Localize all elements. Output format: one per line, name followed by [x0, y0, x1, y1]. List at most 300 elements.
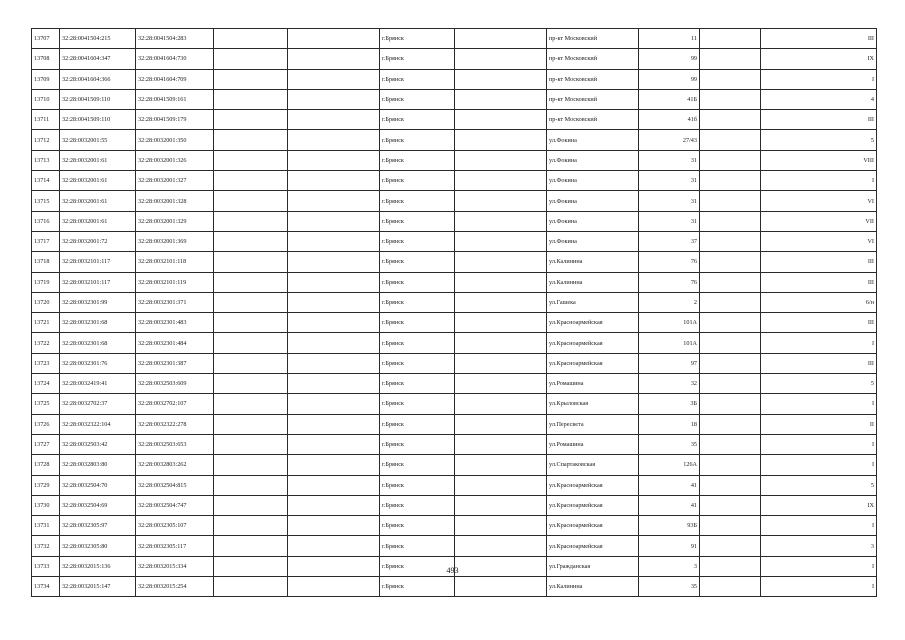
empty-cell: [214, 252, 288, 272]
city-cell: г.Брянск: [380, 292, 455, 312]
record-number-cell: 13713: [32, 150, 60, 170]
empty-cell: [214, 231, 288, 251]
record-number-cell: 13718: [32, 252, 60, 272]
record-number-cell: 13717: [32, 231, 60, 251]
premises-number-cell: 5: [761, 130, 877, 150]
city-cell: г.Брянск: [380, 434, 455, 454]
empty-cell: [455, 150, 547, 170]
land-cadastral-number-cell: 32:28:0032001:61: [60, 211, 136, 231]
empty-cell: [288, 150, 380, 170]
house-number-cell: 35: [639, 434, 700, 454]
empty-cell: [214, 69, 288, 89]
city-cell: г.Брянск: [380, 69, 455, 89]
table-row: [32, 49, 877, 69]
empty-cell: [288, 313, 380, 333]
object-cadastral-number-cell: 32:28:0032001:369: [136, 231, 214, 251]
empty-cell: [455, 292, 547, 312]
street-cell: ул.Фокина: [547, 150, 639, 170]
empty-cell: [700, 191, 761, 211]
empty-cell: [214, 455, 288, 475]
city-cell: г.Брянск: [380, 272, 455, 292]
empty-cell: [700, 29, 761, 49]
empty-cell: [288, 394, 380, 414]
empty-cell: [214, 313, 288, 333]
house-number-cell: 31: [639, 191, 700, 211]
house-number-cell: 11: [639, 29, 700, 49]
empty-cell: [214, 536, 288, 556]
empty-cell: [288, 89, 380, 109]
premises-number-cell: I: [761, 69, 877, 89]
record-number-cell: 13716: [32, 211, 60, 231]
street-cell: пр-кт Московский: [547, 89, 639, 109]
premises-number-cell: I: [761, 556, 877, 576]
empty-cell: [288, 49, 380, 69]
object-cadastral-number-cell: 32:28:0032702:107: [136, 394, 214, 414]
premises-number-cell: II: [761, 414, 877, 434]
house-number-cell: 99: [639, 49, 700, 69]
record-number-cell: 13710: [32, 89, 60, 109]
empty-cell: [214, 434, 288, 454]
record-number-cell: 13732: [32, 536, 60, 556]
empty-cell: [455, 353, 547, 373]
object-cadastral-number-cell: 32:28:0032504:747: [136, 495, 214, 515]
object-cadastral-number-cell: 32:28:0032301:387: [136, 353, 214, 373]
object-cadastral-number-cell: 32:28:0032301:484: [136, 333, 214, 353]
table-row: [32, 89, 877, 109]
empty-cell: [455, 191, 547, 211]
empty-cell: [700, 516, 761, 536]
table-row: [32, 130, 877, 150]
empty-cell: [288, 495, 380, 515]
empty-cell: [214, 130, 288, 150]
empty-cell: [214, 475, 288, 495]
table-row: [32, 394, 877, 414]
premises-number-cell: 5: [761, 475, 877, 495]
land-cadastral-number-cell: 32:28:0032504:69: [60, 495, 136, 515]
object-cadastral-number-cell: 32:28:0032001:327: [136, 171, 214, 191]
street-cell: ул.Красноармейская: [547, 475, 639, 495]
land-cadastral-number-cell: 32:28:0032301:76: [60, 353, 136, 373]
land-cadastral-number-cell: 32:28:0032301:68: [60, 333, 136, 353]
house-number-cell: 91: [639, 536, 700, 556]
house-number-cell: 31: [639, 211, 700, 231]
premises-number-cell: I: [761, 577, 877, 597]
land-cadastral-number-cell: 32:28:0032305:97: [60, 516, 136, 536]
object-cadastral-number-cell: 32:28:0041509:179: [136, 110, 214, 130]
record-number-cell: 13734: [32, 577, 60, 597]
object-cadastral-number-cell: 32:28:0032001:350: [136, 130, 214, 150]
land-cadastral-number-cell: 32:28:0032305:80: [60, 536, 136, 556]
empty-cell: [214, 49, 288, 69]
street-cell: ул.Красноармейская: [547, 495, 639, 515]
empty-cell: [700, 313, 761, 333]
empty-cell: [288, 516, 380, 536]
empty-cell: [214, 577, 288, 597]
street-cell: ул.Красноармейская: [547, 353, 639, 373]
empty-cell: [700, 374, 761, 394]
street-cell: ул.Крыловская: [547, 394, 639, 414]
empty-cell: [700, 577, 761, 597]
house-number-cell: 101А: [639, 333, 700, 353]
house-number-cell: 76: [639, 272, 700, 292]
record-number-cell: 13715: [32, 191, 60, 211]
premises-number-cell: III: [761, 272, 877, 292]
street-cell: пр-кт Московский: [547, 49, 639, 69]
object-cadastral-number-cell: 32:28:0032305:107: [136, 516, 214, 536]
empty-cell: [288, 333, 380, 353]
premises-number-cell: I: [761, 455, 877, 475]
city-cell: г.Брянск: [380, 110, 455, 130]
property-registry-table: [31, 28, 877, 597]
object-cadastral-number-cell: 32:28:0041604:730: [136, 49, 214, 69]
table-row: [32, 475, 877, 495]
empty-cell: [214, 150, 288, 170]
city-cell: г.Брянск: [380, 29, 455, 49]
house-number-cell: 27/43: [639, 130, 700, 150]
record-number-cell: 13725: [32, 394, 60, 414]
house-number-cell: 37: [639, 231, 700, 251]
land-cadastral-number-cell: 32:28:0032015:136: [60, 556, 136, 576]
premises-number-cell: 6/н: [761, 292, 877, 312]
empty-cell: [455, 110, 547, 130]
street-cell: ул.Фокина: [547, 171, 639, 191]
empty-cell: [455, 495, 547, 515]
empty-cell: [214, 414, 288, 434]
object-cadastral-number-cell: 32:28:0032015:334: [136, 556, 214, 576]
premises-number-cell: IX: [761, 495, 877, 515]
empty-cell: [288, 353, 380, 373]
object-cadastral-number-cell: 32:28:0032504:815: [136, 475, 214, 495]
empty-cell: [288, 577, 380, 597]
empty-cell: [214, 29, 288, 49]
empty-cell: [288, 252, 380, 272]
record-number-cell: 13708: [32, 49, 60, 69]
record-number-cell: 13712: [32, 130, 60, 150]
empty-cell: [455, 333, 547, 353]
street-cell: ул.Калинина: [547, 577, 639, 597]
table-row: [32, 455, 877, 475]
empty-cell: [288, 191, 380, 211]
empty-cell: [700, 495, 761, 515]
empty-cell: [214, 171, 288, 191]
record-number-cell: 13714: [32, 171, 60, 191]
premises-number-cell: I: [761, 171, 877, 191]
empty-cell: [288, 110, 380, 130]
city-cell: г.Брянск: [380, 374, 455, 394]
house-number-cell: 35: [639, 577, 700, 597]
premises-number-cell: III: [761, 110, 877, 130]
premises-number-cell: I: [761, 333, 877, 353]
empty-cell: [700, 49, 761, 69]
land-cadastral-number-cell: 32:28:0032419:41: [60, 374, 136, 394]
empty-cell: [214, 110, 288, 130]
empty-cell: [700, 252, 761, 272]
street-cell: ул.Гражданская: [547, 556, 639, 576]
empty-cell: [214, 516, 288, 536]
street-cell: пр-кт Московский: [547, 29, 639, 49]
empty-cell: [700, 171, 761, 191]
empty-cell: [455, 171, 547, 191]
empty-cell: [288, 171, 380, 191]
premises-number-cell: VII: [761, 211, 877, 231]
document-sheet: [31, 28, 876, 597]
house-number-cell: 32: [639, 374, 700, 394]
empty-cell: [700, 353, 761, 373]
record-number-cell: 13729: [32, 475, 60, 495]
house-number-cell: 41: [639, 495, 700, 515]
object-cadastral-number-cell: 32:28:0032301:483: [136, 313, 214, 333]
object-cadastral-number-cell: 32:28:0032001:326: [136, 150, 214, 170]
empty-cell: [700, 150, 761, 170]
table-row: [32, 272, 877, 292]
street-cell: ул.Фокина: [547, 231, 639, 251]
street-cell: ул.Спартаковская: [547, 455, 639, 475]
premises-number-cell: IX: [761, 49, 877, 69]
object-cadastral-number-cell: 32:28:0032015:254: [136, 577, 214, 597]
street-cell: ул.Красноармейская: [547, 313, 639, 333]
city-cell: г.Брянск: [380, 171, 455, 191]
page-number: 493: [446, 566, 459, 575]
land-cadastral-number-cell: 32:28:0041509:110: [60, 89, 136, 109]
premises-number-cell: III: [761, 252, 877, 272]
object-cadastral-number-cell: 32:28:0032001:329: [136, 211, 214, 231]
city-cell: г.Брянск: [380, 353, 455, 373]
land-cadastral-number-cell: 32:28:0032001:55: [60, 130, 136, 150]
street-cell: ул.Ромашина: [547, 434, 639, 454]
land-cadastral-number-cell: 32:28:0032322:104: [60, 414, 136, 434]
premises-number-cell: 3: [761, 536, 877, 556]
empty-cell: [455, 577, 547, 597]
empty-cell: [700, 110, 761, 130]
land-cadastral-number-cell: 32:28:0032803:80: [60, 455, 136, 475]
empty-cell: [455, 231, 547, 251]
table-row: [32, 231, 877, 251]
city-cell: г.Брянск: [380, 252, 455, 272]
empty-cell: [214, 374, 288, 394]
empty-cell: [455, 455, 547, 475]
object-cadastral-number-cell: 32:28:0032301:371: [136, 292, 214, 312]
street-cell: ул.Фокина: [547, 191, 639, 211]
table-row: [32, 434, 877, 454]
table-row: [32, 495, 877, 515]
record-number-cell: 13727: [32, 434, 60, 454]
premises-number-cell: I: [761, 394, 877, 414]
city-cell: г.Брянск: [380, 455, 455, 475]
premises-number-cell: VI: [761, 231, 877, 251]
street-cell: ул.Ромашина: [547, 374, 639, 394]
table-row: [32, 211, 877, 231]
street-cell: ул.Красноармейская: [547, 516, 639, 536]
empty-cell: [700, 130, 761, 150]
city-cell: г.Брянск: [380, 191, 455, 211]
land-cadastral-number-cell: 32:28:0032001:61: [60, 191, 136, 211]
land-cadastral-number-cell: 32:28:0041604:366: [60, 69, 136, 89]
house-number-cell: 3Б: [639, 394, 700, 414]
house-number-cell: 99: [639, 69, 700, 89]
land-cadastral-number-cell: 32:28:0032101:117: [60, 272, 136, 292]
city-cell: г.Брянск: [380, 231, 455, 251]
street-cell: ул.Пересвета: [547, 414, 639, 434]
city-cell: г.Брянск: [380, 394, 455, 414]
record-number-cell: 13724: [32, 374, 60, 394]
premises-number-cell: III: [761, 313, 877, 333]
record-number-cell: 13722: [32, 333, 60, 353]
empty-cell: [700, 434, 761, 454]
registry-table-body: [32, 29, 877, 597]
city-cell: г.Брянск: [380, 536, 455, 556]
street-cell: ул.Фокина: [547, 130, 639, 150]
object-cadastral-number-cell: 32:28:0032503:653: [136, 434, 214, 454]
empty-cell: [455, 536, 547, 556]
empty-cell: [700, 414, 761, 434]
empty-cell: [288, 455, 380, 475]
record-number-cell: 13728: [32, 455, 60, 475]
house-number-cell: 41б: [639, 110, 700, 130]
land-cadastral-number-cell: 32:28:0041504:215: [60, 29, 136, 49]
table-row: [32, 353, 877, 373]
street-cell: ул.Калинина: [547, 272, 639, 292]
record-number-cell: 13707: [32, 29, 60, 49]
table-row: [32, 313, 877, 333]
table-row: [32, 577, 877, 597]
empty-cell: [214, 89, 288, 109]
object-cadastral-number-cell: 32:28:0032803:262: [136, 455, 214, 475]
empty-cell: [455, 29, 547, 49]
premises-number-cell: 5: [761, 374, 877, 394]
street-cell: ул.Калинина: [547, 252, 639, 272]
record-number-cell: 13711: [32, 110, 60, 130]
table-row: [32, 414, 877, 434]
empty-cell: [455, 272, 547, 292]
table-row: [32, 150, 877, 170]
empty-cell: [288, 374, 380, 394]
premises-number-cell: I: [761, 516, 877, 536]
empty-cell: [214, 495, 288, 515]
empty-cell: [700, 394, 761, 414]
empty-cell: [455, 211, 547, 231]
empty-cell: [288, 292, 380, 312]
house-number-cell: 41: [639, 475, 700, 495]
empty-cell: [455, 49, 547, 69]
land-cadastral-number-cell: 32:28:0032001:72: [60, 231, 136, 251]
empty-cell: [455, 394, 547, 414]
house-number-cell: 18: [639, 414, 700, 434]
empty-cell: [288, 536, 380, 556]
empty-cell: [288, 211, 380, 231]
record-number-cell: 13721: [32, 313, 60, 333]
empty-cell: [700, 272, 761, 292]
empty-cell: [700, 231, 761, 251]
empty-cell: [455, 516, 547, 536]
empty-cell: [455, 69, 547, 89]
land-cadastral-number-cell: 32:28:0032504:70: [60, 475, 136, 495]
empty-cell: [214, 292, 288, 312]
table-row: [32, 171, 877, 191]
empty-cell: [288, 272, 380, 292]
object-cadastral-number-cell: 32:28:0041604:709: [136, 69, 214, 89]
record-number-cell: 13733: [32, 556, 60, 576]
empty-cell: [700, 333, 761, 353]
land-cadastral-number-cell: 32:28:0032001:61: [60, 171, 136, 191]
house-number-cell: 31: [639, 150, 700, 170]
land-cadastral-number-cell: 32:28:0041509:110: [60, 110, 136, 130]
record-number-cell: 13726: [32, 414, 60, 434]
object-cadastral-number-cell: 32:28:0032322:278: [136, 414, 214, 434]
city-cell: г.Брянск: [380, 49, 455, 69]
premises-number-cell: 4: [761, 89, 877, 109]
empty-cell: [700, 475, 761, 495]
city-cell: г.Брянск: [380, 211, 455, 231]
city-cell: г.Брянск: [380, 150, 455, 170]
table-row: [32, 191, 877, 211]
street-cell: ул.Фокина: [547, 211, 639, 231]
record-number-cell: 13719: [32, 272, 60, 292]
premises-number-cell: I: [761, 434, 877, 454]
empty-cell: [455, 475, 547, 495]
city-cell: г.Брянск: [380, 130, 455, 150]
record-number-cell: 13709: [32, 69, 60, 89]
empty-cell: [455, 313, 547, 333]
house-number-cell: 2: [639, 292, 700, 312]
empty-cell: [288, 475, 380, 495]
empty-cell: [214, 191, 288, 211]
premises-number-cell: III: [761, 353, 877, 373]
city-cell: г.Брянск: [380, 516, 455, 536]
city-cell: г.Брянск: [380, 313, 455, 333]
object-cadastral-number-cell: 32:28:0032305:117: [136, 536, 214, 556]
street-cell: пр-кт Московский: [547, 69, 639, 89]
house-number-cell: 3: [639, 556, 700, 576]
house-number-cell: 93Б: [639, 516, 700, 536]
city-cell: г.Брянск: [380, 333, 455, 353]
empty-cell: [288, 69, 380, 89]
land-cadastral-number-cell: 32:28:0032001:61: [60, 150, 136, 170]
city-cell: г.Брянск: [380, 414, 455, 434]
object-cadastral-number-cell: 32:28:0032101:119: [136, 272, 214, 292]
premises-number-cell: VI: [761, 191, 877, 211]
street-cell: ул.Красноармейская: [547, 536, 639, 556]
object-cadastral-number-cell: 32:28:0041504:283: [136, 29, 214, 49]
premises-number-cell: III: [761, 29, 877, 49]
empty-cell: [288, 130, 380, 150]
table-row: [32, 516, 877, 536]
object-cadastral-number-cell: 32:28:0041509:161: [136, 89, 214, 109]
street-cell: пр-кт Московский: [547, 110, 639, 130]
empty-cell: [214, 211, 288, 231]
city-cell: г.Брянск: [380, 89, 455, 109]
city-cell: г.Брянск: [380, 495, 455, 515]
object-cadastral-number-cell: 32:28:0032503:609: [136, 374, 214, 394]
house-number-cell: 126А: [639, 455, 700, 475]
house-number-cell: 41Б: [639, 89, 700, 109]
city-cell: г.Брянск: [380, 475, 455, 495]
empty-cell: [455, 252, 547, 272]
empty-cell: [214, 353, 288, 373]
empty-cell: [700, 89, 761, 109]
empty-cell: [700, 455, 761, 475]
table-row: [32, 536, 877, 556]
table-row: [32, 252, 877, 272]
empty-cell: [214, 394, 288, 414]
empty-cell: [214, 333, 288, 353]
empty-cell: [700, 536, 761, 556]
land-cadastral-number-cell: 32:28:0032015:147: [60, 577, 136, 597]
empty-cell: [214, 272, 288, 292]
table-row: [32, 69, 877, 89]
premises-number-cell: VIII: [761, 150, 877, 170]
table-row: [32, 374, 877, 394]
object-cadastral-number-cell: 32:28:0032001:328: [136, 191, 214, 211]
